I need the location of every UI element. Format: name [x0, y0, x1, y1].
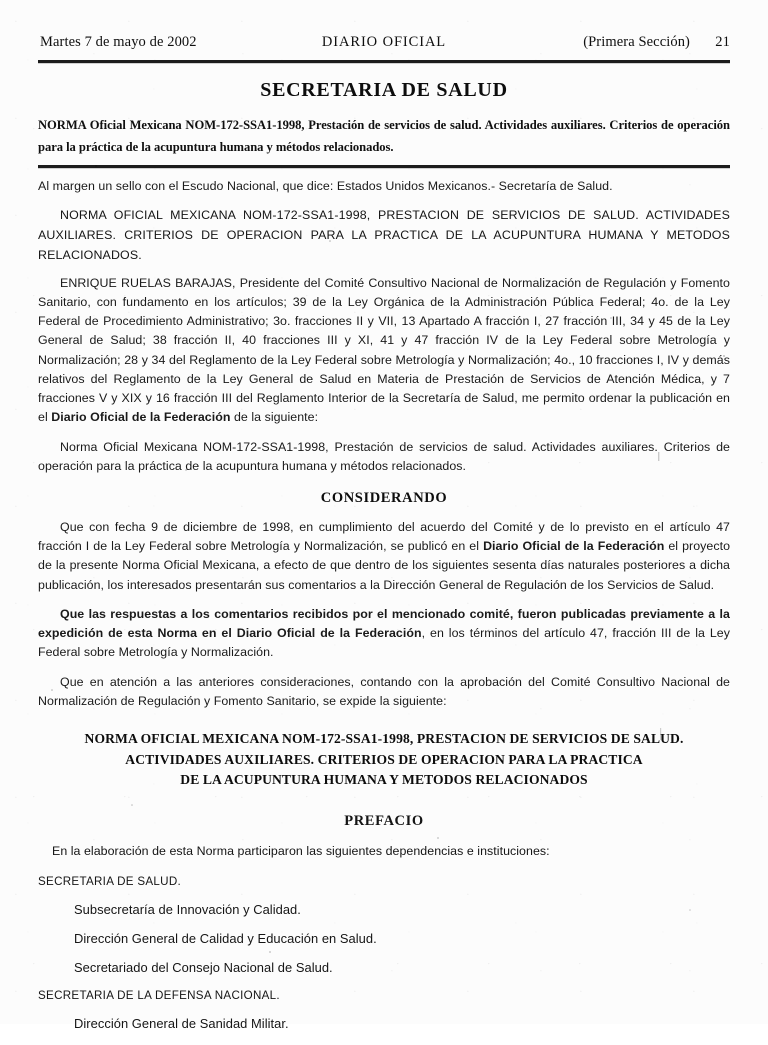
- considerando-p2-bold-dof: Diario Oficial de la Federación: [236, 626, 422, 641]
- institution-name: SECRETARIA DE SALUD.: [38, 875, 182, 889]
- running-head: [38, 34, 730, 58]
- header-rule: [38, 60, 730, 63]
- preamble-bold-dof-1: Diario Oficial de la Federación: [51, 410, 231, 425]
- page-content-column: [38, 0, 730, 1045]
- institution-unit: Secretariado del Consejo Nacional de Salud.: [74, 960, 333, 976]
- norm-title-line-3: DE LA ACUPUNTURA HUMANA Y METODOS RELACIONADOS: [180, 772, 588, 788]
- standfirst-rule: [38, 165, 730, 168]
- considerando-paragraph-3: Que en atención a las anteriores consideraciones, contando con la aprobación del Comité Consultivo Nacional de Normalización de Regulación y Fomento Sanitario, se expide la siguiente:: [38, 674, 730, 708]
- norm-title-line-1: NORMA OFICIAL MEXICANA NOM-172-SSA1-1998, PRESTACION DE SERVICIOS DE SALUD.: [84, 730, 684, 746]
- norm-caps-heading: NORMA OFICIAL MEXICANA NOM-172-SSA1-1998, PRESTACION DE SERVICIOS DE SALUD. ACTIVIDADES AUXILIARES. CRITERIOS DE OPERACION PARA LA PRACTICA DE LA ACUPUNTURA HUMANA Y METODOS RELACIONADOS.: [38, 207, 730, 262]
- institution-entry: [38, 875, 730, 975]
- running-head-page-number: 21: [715, 34, 730, 50]
- institution-unit: Dirección General de Calidad y Educación en Salud.: [74, 931, 377, 947]
- preamble-text-part1: ENRIQUE RUELAS BARAJAS, Presidente del Comité Consultivo Nacional de Normalización de Regulación y Fomento Sanitario, con fundamento en los artículos; 39 de la Ley Orgánica de la Administración Pública Federal; 4o. de la Ley Federal de Procedimiento Administrativo; 3o. fracciones II y VII, 13 Apartado A fracción I, 27 fracción III, 34 y 45 de la Ley General de Salud; 38 fracción II, 40 fracciones III y XI, 41 y 47 fracción IV de la Ley Federal sobre Metrología y Normalización; 28 y 34 del Reglamento de la Ley Federal sobre Metrología y Normalización; 4o., 10 fracciones I, IV y demás relativos del Reglamento de la Ley General de Salud en Materia de Prestación de Servicios de Atención Médica, y 7 fracciones V y XIX y 16 fracción III del Reglamento Interior de la Secretaría de Salud, me permito ordenar la publicación en el: [38, 275, 730, 425]
- department-title: SECRETARIA DE SALUD: [260, 79, 508, 101]
- institution-name: SECRETARIA DE LA DEFENSA NACIONAL.: [38, 989, 280, 1003]
- considerando-p2-text-b: , en los términos del artículo 47, fracción III de la Ley Federal sobre Metrología y Normalización.: [38, 626, 730, 660]
- preamble-text-part2: de la siguiente:: [230, 410, 319, 425]
- prefacio-heading: PREFACIO: [344, 812, 424, 829]
- norm-title-line-2: ACTIVIDADES AUXILIARES. CRITERIOS DE OPERACION PARA LA PRACTICA: [125, 751, 643, 767]
- participating-institutions-list: [38, 875, 730, 1031]
- considerando-p1-text-b: el proyecto de la presente Norma Oficial Mexicana, a efecto de que dentro de los siguientes sesenta días naturales posteriores a dicha publicación, los interesados presentarán sus comentarios a la Dirección General de Regulación de los Servicios de Salud.: [38, 539, 731, 592]
- running-head-date: Martes 7 de mayo de 2002: [40, 34, 197, 50]
- document-body: [38, 177, 730, 1031]
- considerando-paragraph-2: [38, 605, 730, 663]
- considerando-heading: CONSIDERANDO: [320, 490, 448, 506]
- considerando-paragraph-1: [38, 518, 730, 595]
- considerando-p1-text-a: Que con fecha 9 de diciembre de 1998, en cumplimiento del acuerdo del Comité y de lo previsto en el artículo 47 fracción I de la Ley Federal sobre Metrología y Normalización, se publicó en el: [38, 520, 730, 554]
- preamble-paragraph: [38, 274, 730, 428]
- institution-entry: [38, 989, 730, 1031]
- running-head-publication: DIARIO OFICIAL: [321, 34, 447, 50]
- institution-unit: Dirección General de Sanidad Militar.: [74, 1016, 289, 1032]
- running-head-section: (Primera Sección): [583, 34, 690, 50]
- prefacio-lead-text: En la elaboración de esta Norma participaron las siguientes dependencias e instituciones:: [52, 843, 550, 858]
- norm-official-title: [38, 729, 730, 791]
- considerando-p2-bold-lead: Que las respuestas a los comentarios recibidos por el mencionado comité, fueron publicadas previamente a la expedición de esta Norma en el: [38, 606, 730, 641]
- institution-unit: Subsecretaría de Innovación y Calidad.: [74, 902, 301, 918]
- norma-reference-paragraph: Norma Oficial Mexicana NOM-172-SSA1-1998, Prestación de servicios de salud. Actividades auxiliares. Criterios de operación para la práctica de la acupuntura humana y métodos relacionados.: [38, 439, 730, 473]
- considerando-p1-bold-dof: Diario Oficial de la Federación: [483, 539, 665, 554]
- seal-note: Al margen un sello con el Escudo Nacional, que dice: Estados Unidos Mexicanos.- Secretaría de Salud.: [38, 179, 613, 194]
- standfirst-summary: NORMA Oficial Mexicana NOM-172-SSA1-1998, Prestación de servicios de salud. Actividades auxiliares. Criterios de operación para la práctica de la acupuntura humana y métodos relacionados.: [38, 118, 730, 154]
